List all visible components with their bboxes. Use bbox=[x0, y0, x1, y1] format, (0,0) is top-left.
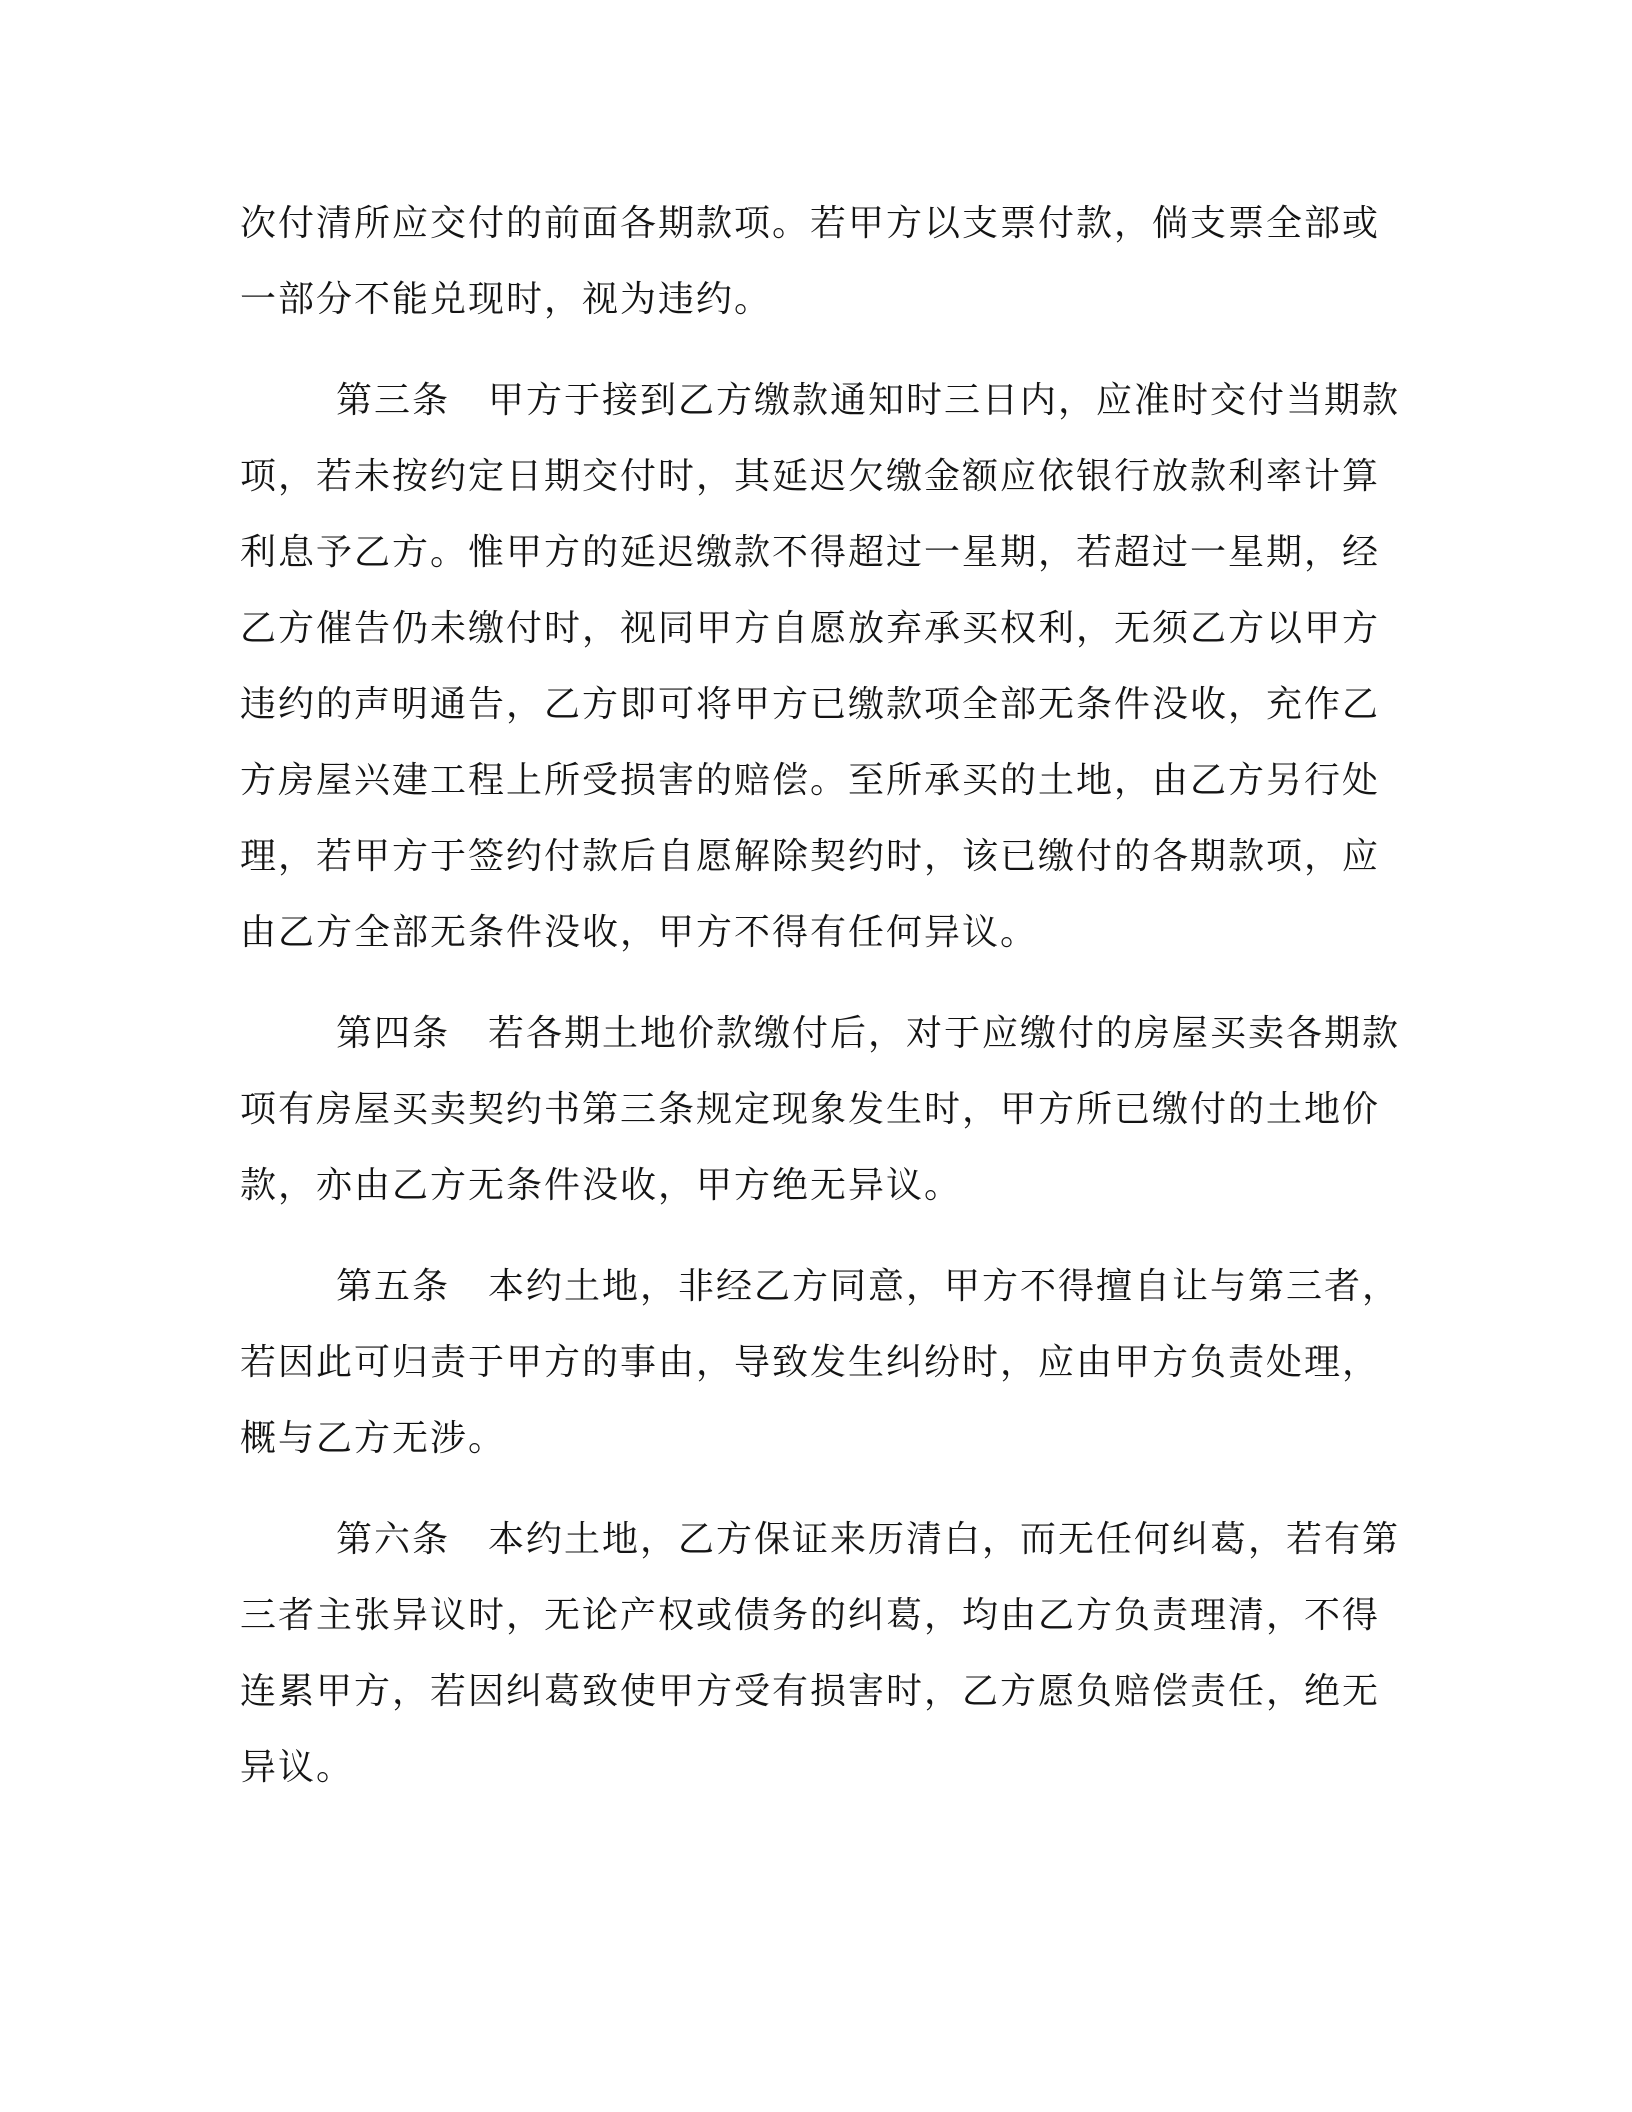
text-line: 一部分不能兑现时，视为违约。 bbox=[240, 279, 773, 320]
article-text: 若各期土地价款缴付后，对于应缴付的房屋买卖各期款 bbox=[488, 1013, 1401, 1054]
text-line: 由乙方全部无条件没收，甲方不得有任何异议。 bbox=[240, 912, 1039, 953]
article-3 bbox=[240, 363, 1401, 971]
text-line: 若因此可归责于甲方的事由，导致发生纠纷时，应由甲方负责处理， bbox=[240, 1342, 1381, 1383]
text-line: 乙方催告仍未缴付时，视同甲方自愿放弃承买权利，无须乙方以甲方 bbox=[240, 608, 1381, 649]
article-4 bbox=[240, 996, 1401, 1224]
text-line: 理，若甲方于签约付款后自愿解除契约时，该已缴付的各期款项，应 bbox=[240, 836, 1381, 877]
text-line bbox=[240, 996, 1401, 1072]
text-line: 次付清所应交付的前面各期款项。若甲方以支票付款，倘支票全部或 bbox=[240, 203, 1381, 244]
text-line: 违约的声明通告，乙方即可将甲方已缴款项全部无条件没收，充作乙 bbox=[240, 684, 1381, 725]
text-line bbox=[240, 1249, 1401, 1325]
text-line: 概与乙方无涉。 bbox=[240, 1418, 507, 1459]
text-line: 三者主张异议时，无论产权或债务的纠葛，均由乙方负责理清，不得 bbox=[240, 1595, 1381, 1636]
text-line: 项有房屋买卖契约书第三条规定现象发生时，甲方所已缴付的土地价 bbox=[240, 1089, 1381, 1130]
article-number: 第六条 bbox=[336, 1519, 451, 1560]
text-line: 项，若未按约定日期交付时，其延迟欠缴金额应依银行放款利率计算 bbox=[240, 456, 1381, 497]
article-number: 第三条 bbox=[336, 380, 451, 421]
text-line: 利息予乙方。惟甲方的延迟缴款不得超过一星期，若超过一星期，经 bbox=[240, 532, 1381, 573]
document-body bbox=[240, 186, 1401, 1806]
text-line: 异议。 bbox=[240, 1747, 355, 1788]
article-text: 本约土地，非经乙方同意，甲方不得擅自让与第三者， bbox=[488, 1266, 1401, 1307]
article-number: 第四条 bbox=[336, 1013, 451, 1054]
paragraph-continuation bbox=[240, 186, 1382, 338]
text-line: 方房屋兴建工程上所受损害的赔偿。至所承买的土地，由乙方另行处 bbox=[240, 760, 1381, 801]
text-line bbox=[240, 1502, 1401, 1578]
article-text: 甲方于接到乙方缴款通知时三日内，应准时交付当期款 bbox=[488, 380, 1401, 421]
text-line: 款，亦由乙方无条件没收，甲方绝无异议。 bbox=[240, 1165, 963, 1206]
article-text: 本约土地，乙方保证来历清白，而无任何纠葛，若有第 bbox=[488, 1519, 1401, 1560]
text-line: 连累甲方，若因纠葛致使甲方受有损害时，乙方愿负赔偿责任，绝无 bbox=[240, 1671, 1381, 1712]
article-6 bbox=[240, 1502, 1401, 1806]
article-5 bbox=[240, 1249, 1401, 1477]
text-line bbox=[240, 363, 1401, 439]
article-number: 第五条 bbox=[336, 1266, 451, 1307]
